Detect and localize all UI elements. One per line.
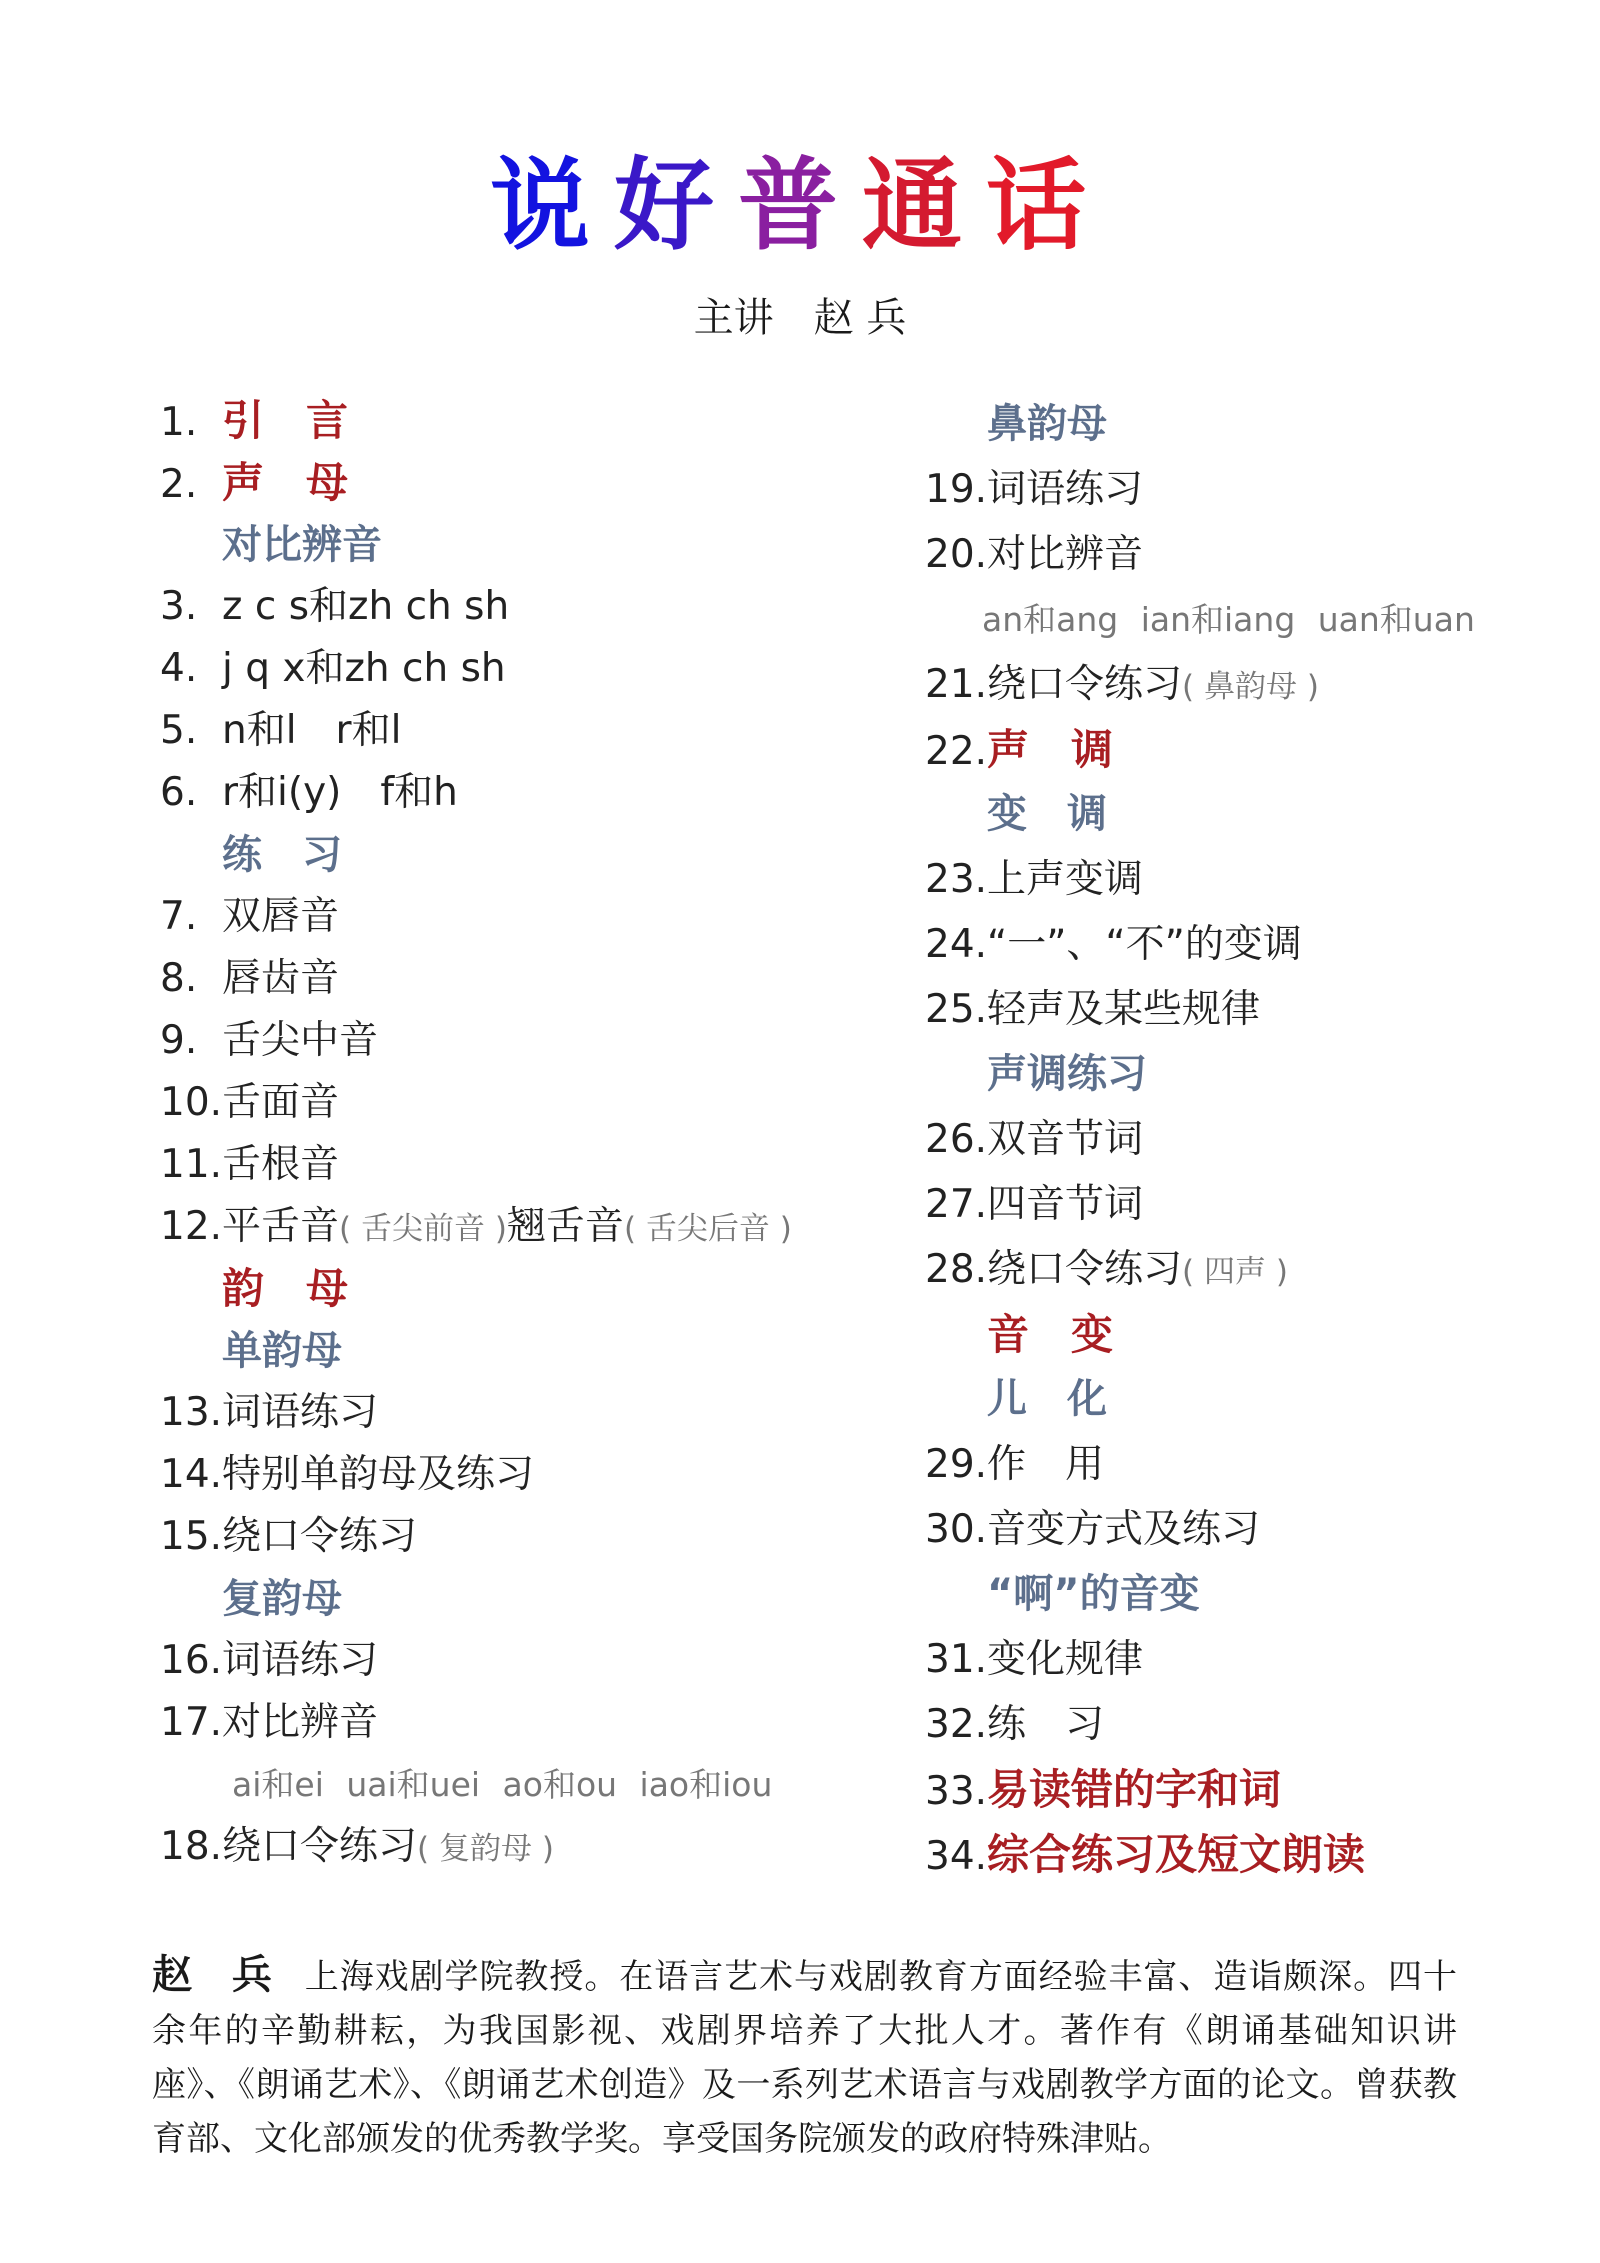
toc-item-text: 唇齿音 bbox=[222, 956, 340, 1001]
toc-row bbox=[925, 1692, 1565, 1757]
toc-item-text: r和i(y) f和h bbox=[222, 770, 458, 815]
toc-row bbox=[925, 1757, 1565, 1822]
toc-number: 22. bbox=[925, 729, 988, 774]
toc-row bbox=[925, 587, 1565, 652]
toc-number: 4. bbox=[160, 646, 198, 691]
toc-item-text: 绕口令练习 bbox=[222, 1824, 418, 1869]
toc-number: 11. bbox=[160, 1142, 223, 1187]
toc-item-note: ( 复韵母 ) bbox=[417, 1831, 554, 1867]
toc-row bbox=[160, 1506, 860, 1568]
toc-number: 23. bbox=[925, 857, 988, 902]
toc-item-text: 绕口令练习 bbox=[222, 1514, 418, 1559]
toc-row bbox=[160, 1134, 860, 1196]
toc-subheading: 对比辨音 bbox=[222, 522, 382, 568]
toc-row bbox=[160, 1072, 860, 1134]
toc-number: 10. bbox=[160, 1080, 223, 1125]
toc-number: 7. bbox=[160, 894, 198, 939]
title-char: 普 bbox=[738, 146, 862, 264]
toc-row bbox=[925, 1367, 1565, 1432]
toc-row bbox=[160, 1692, 860, 1754]
toc-item-text: 练 习 bbox=[987, 1702, 1105, 1747]
toc-row bbox=[925, 782, 1565, 847]
toc-item-note: ( 舌尖前音 ) bbox=[339, 1211, 507, 1247]
toc-left-column bbox=[160, 390, 860, 1878]
toc-number: 30. bbox=[925, 1507, 988, 1552]
toc-number: 16. bbox=[160, 1638, 223, 1683]
toc-number: 2. bbox=[160, 462, 198, 507]
toc-row bbox=[925, 1237, 1565, 1302]
toc-subheading: 儿 化 bbox=[987, 1376, 1107, 1422]
toc-number: 28. bbox=[925, 1247, 988, 1292]
toc-contrast-pairs: ai和ei uai和uei ao和ou iao和iou bbox=[232, 1765, 773, 1804]
toc-number: 27. bbox=[925, 1182, 988, 1227]
toc-row bbox=[160, 1754, 860, 1816]
toc-section-heading: 引 言 bbox=[222, 396, 349, 445]
toc-number: 5. bbox=[160, 708, 198, 753]
toc-subheading: 单韵母 bbox=[222, 1328, 342, 1374]
toc-row bbox=[160, 1258, 860, 1320]
toc-item-note: ( 四声 ) bbox=[1182, 1254, 1288, 1290]
toc-item-text: 上声变调 bbox=[987, 857, 1144, 902]
toc-number: 18. bbox=[160, 1824, 223, 1869]
toc-section-heading: 声 母 bbox=[222, 458, 349, 507]
toc-item-text: 翘舌音 bbox=[506, 1204, 624, 1249]
toc-item-note: ( 舌尖后音 ) bbox=[623, 1211, 792, 1247]
toc-item-text: 舌尖中音 bbox=[222, 1018, 379, 1063]
toc-item-text: 特别单韵母及练习 bbox=[222, 1452, 535, 1497]
title-char: 话 bbox=[986, 146, 1110, 264]
toc-section-heading: 综合练习及短文朗读 bbox=[987, 1830, 1366, 1879]
page-title bbox=[0, 140, 1600, 270]
toc-row bbox=[160, 1196, 860, 1258]
toc-number: 29. bbox=[925, 1442, 988, 1487]
toc-item-text: 词语练习 bbox=[987, 467, 1144, 512]
toc-item-text: z c s和zh ch sh bbox=[222, 584, 510, 629]
toc-subheading: “啊”的音变 bbox=[987, 1571, 1200, 1617]
toc-row bbox=[160, 514, 860, 576]
toc-item-text: 音变方式及练习 bbox=[987, 1507, 1261, 1552]
toc-row bbox=[160, 1568, 860, 1630]
toc-item-text: 词语练习 bbox=[222, 1390, 379, 1435]
toc-number: 9. bbox=[160, 1018, 198, 1063]
toc-row bbox=[925, 457, 1565, 522]
toc-section-heading: 音 变 bbox=[987, 1310, 1114, 1359]
toc-item-text: 词语练习 bbox=[222, 1638, 379, 1683]
toc-row bbox=[925, 1627, 1565, 1692]
toc-item-text: “一”、“不”的变调 bbox=[987, 922, 1302, 967]
author-bio bbox=[152, 1948, 1457, 2166]
title-char: 好 bbox=[614, 146, 738, 264]
toc-item-text: 平舌音 bbox=[222, 1204, 340, 1249]
toc-section-heading: 声 调 bbox=[987, 725, 1114, 774]
toc-row bbox=[925, 522, 1565, 587]
toc-row bbox=[160, 1630, 860, 1692]
toc-number: 13. bbox=[160, 1390, 223, 1435]
toc-item-text: 对比辨音 bbox=[222, 1700, 379, 1745]
title-char: 说 bbox=[490, 146, 614, 264]
toc-number: 12. bbox=[160, 1204, 223, 1249]
toc-number: 31. bbox=[925, 1637, 988, 1682]
toc-item-text: 双唇音 bbox=[222, 894, 340, 939]
toc-number: 19. bbox=[925, 467, 988, 512]
toc-item-text: 绕口令练习 bbox=[987, 1247, 1183, 1292]
toc-item-text: 舌根音 bbox=[222, 1142, 340, 1187]
toc-row bbox=[160, 700, 860, 762]
toc-right-column bbox=[925, 392, 1565, 1887]
toc-number: 14. bbox=[160, 1452, 223, 1497]
toc-section-heading: 韵 母 bbox=[222, 1264, 349, 1313]
toc-number: 25. bbox=[925, 987, 988, 1032]
toc-item-text: 作 用 bbox=[987, 1442, 1105, 1487]
toc-number: 32. bbox=[925, 1702, 988, 1747]
toc-row bbox=[925, 1302, 1565, 1367]
bio-name: 赵 兵 bbox=[152, 1951, 285, 1998]
toc-item-text: 对比辨音 bbox=[987, 532, 1144, 577]
toc-row bbox=[160, 1010, 860, 1072]
toc-number: 26. bbox=[925, 1117, 988, 1162]
toc-number: 20. bbox=[925, 532, 988, 577]
toc-subheading: 声调练习 bbox=[987, 1051, 1147, 1097]
toc-row bbox=[925, 1497, 1565, 1562]
toc-subheading: 复韵母 bbox=[222, 1576, 342, 1622]
toc-number: 1. bbox=[160, 400, 198, 445]
toc-item-note: ( 鼻韵母 ) bbox=[1182, 669, 1319, 705]
toc-section-heading: 易读错的字和词 bbox=[987, 1765, 1282, 1814]
toc-row bbox=[925, 652, 1565, 717]
toc-number: 34. bbox=[925, 1834, 988, 1879]
toc-item-text: 绕口令练习 bbox=[987, 662, 1183, 707]
toc-row bbox=[925, 392, 1565, 457]
toc-row bbox=[925, 717, 1565, 782]
toc-row bbox=[160, 824, 860, 886]
toc-row bbox=[160, 1320, 860, 1382]
toc-number: 33. bbox=[925, 1769, 988, 1814]
toc-subheading: 变 调 bbox=[987, 791, 1107, 837]
toc-item-text: 舌面音 bbox=[222, 1080, 340, 1125]
toc-number: 8. bbox=[160, 956, 198, 1001]
toc-item-text: j q x和zh ch sh bbox=[222, 646, 506, 691]
toc-number: 15. bbox=[160, 1514, 223, 1559]
toc-row bbox=[925, 1562, 1565, 1627]
toc-row bbox=[160, 390, 860, 452]
toc-row bbox=[160, 948, 860, 1010]
toc-subheading: 鼻韵母 bbox=[987, 401, 1107, 447]
toc-row bbox=[160, 638, 860, 700]
lecturer-line: 主讲 赵 兵 bbox=[693, 295, 907, 341]
toc-number: 17. bbox=[160, 1700, 223, 1745]
toc-row bbox=[925, 912, 1565, 977]
toc-contrast-pairs: an和ang ian和iang uan和uan bbox=[982, 600, 1475, 639]
toc-row bbox=[160, 1816, 860, 1878]
toc-row bbox=[160, 762, 860, 824]
toc-number: 21. bbox=[925, 662, 988, 707]
bio-text: 上海戏剧学院教授。在语言艺术与戏剧教育方面经验丰富、造诣颇深。四十余年的辛勤耕耘，为我国影视、戏剧界培养了大批人才。著作有《朗诵基础知识讲座》、《朗诵艺术》、《朗诵艺术创造》及一系列艺术语言与戏剧教学方面的论文。曾获教育部、文化部颁发的优秀教学奖。享受国务院颁发的政府特殊津贴。 bbox=[152, 1957, 1457, 2159]
toc-item-text: n和l r和l bbox=[222, 708, 402, 753]
toc-row bbox=[925, 977, 1565, 1042]
toc-number: 24. bbox=[925, 922, 988, 967]
toc-row bbox=[160, 1444, 860, 1506]
toc-row bbox=[160, 886, 860, 948]
toc-number: 6. bbox=[160, 770, 198, 815]
toc-row bbox=[925, 1107, 1565, 1172]
toc-item-text: 四音节词 bbox=[987, 1182, 1144, 1227]
toc-number: 3. bbox=[160, 584, 198, 629]
toc-item-text: 轻声及某些规律 bbox=[987, 987, 1261, 1032]
toc-row bbox=[160, 576, 860, 638]
toc-row bbox=[925, 1432, 1565, 1497]
toc-row bbox=[925, 1822, 1565, 1887]
toc-row bbox=[160, 452, 860, 514]
title-char: 通 bbox=[862, 146, 986, 264]
toc-row bbox=[160, 1382, 860, 1444]
toc-item-text: 变化规律 bbox=[987, 1637, 1144, 1682]
toc-row bbox=[925, 1042, 1565, 1107]
toc-item-text: 双音节词 bbox=[987, 1117, 1144, 1162]
toc-subheading: 练 习 bbox=[222, 832, 342, 878]
toc-row bbox=[925, 1172, 1565, 1237]
toc-row bbox=[925, 847, 1565, 912]
